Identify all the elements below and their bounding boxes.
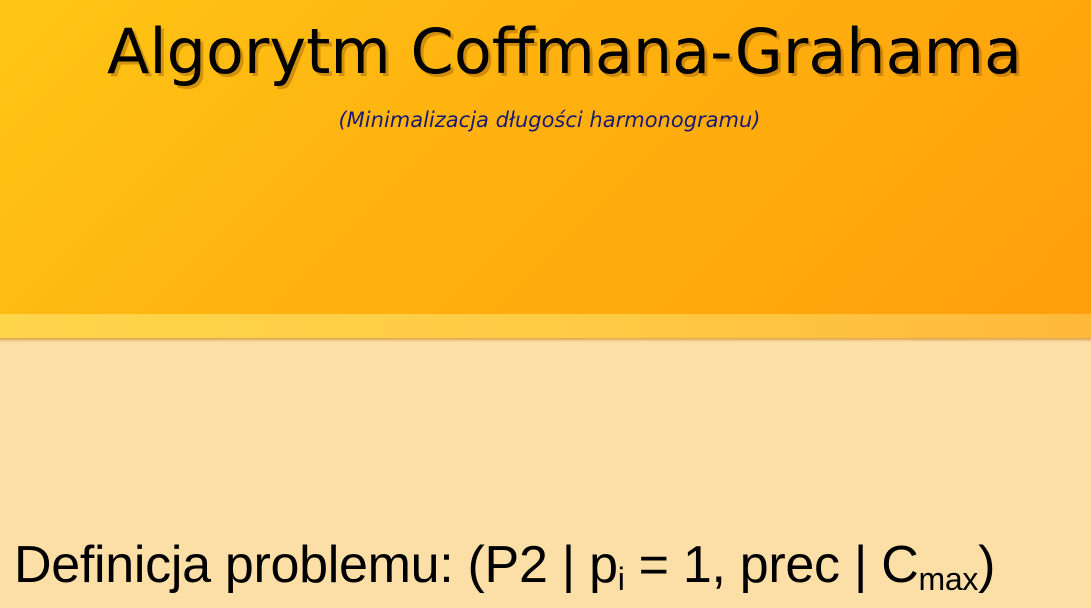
definition-text-end: ) — [978, 536, 996, 594]
p-subscript: i — [617, 561, 625, 597]
slide-subtitle: (Minimalizacja długości harmonogramu) — [338, 108, 761, 132]
slide-title: Algorytm Coffmana-Grahama — [107, 15, 1022, 88]
c-subscript: max — [918, 561, 979, 597]
definition-text-middle: = 1, prec | C — [624, 536, 919, 594]
header-accent-strip — [0, 314, 1091, 338]
problem-definition — [14, 530, 995, 600]
definition-text-start: Definicja problemu: (P2 | p — [14, 536, 618, 594]
header-divider-shadow — [0, 338, 1091, 342]
